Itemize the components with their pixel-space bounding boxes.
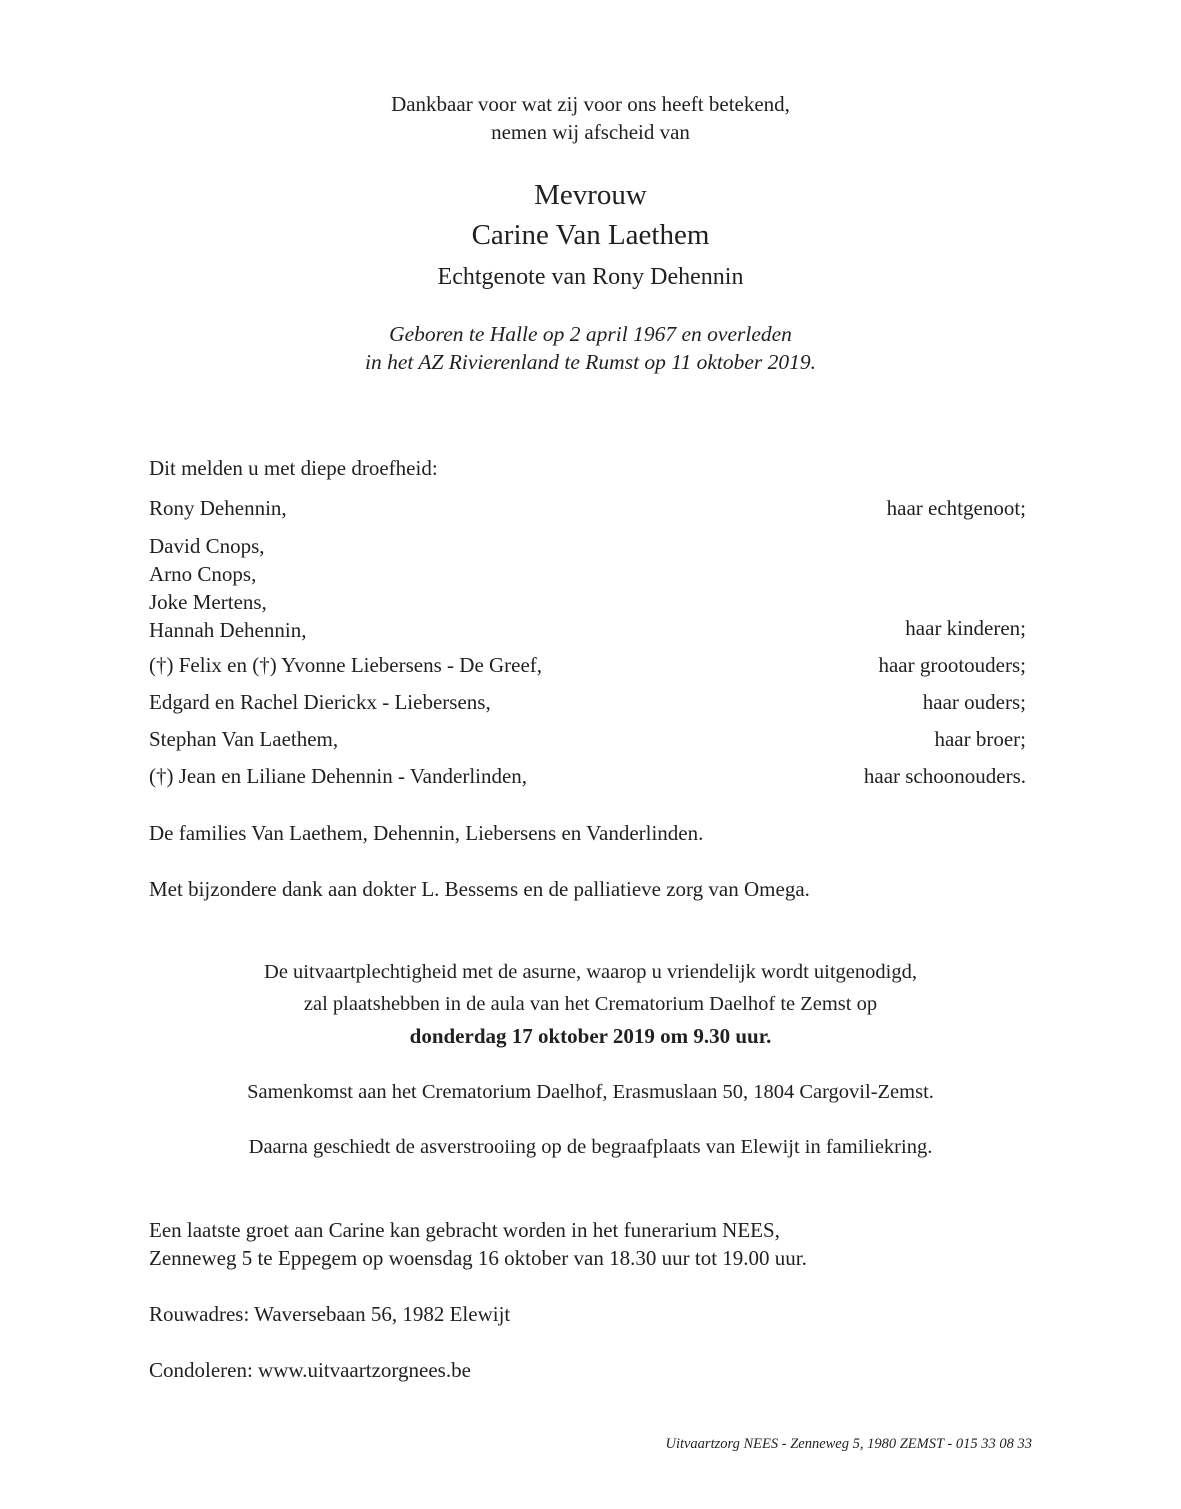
address-line: Rouwadres: Waversebaan 56, 1982 Elewijt: [149, 1302, 511, 1326]
child-name: David Cnops,: [149, 534, 265, 558]
deceased-name: Carine Van Laethem: [471, 219, 710, 251]
condolence-line: Condoleren: www.uitvaartzorgnees.be: [149, 1358, 471, 1382]
family-relation: haar grootouders;: [878, 653, 1026, 677]
families-line: De families Van Laethem, Dehennin, Liebersens en Vanderlinden.: [149, 821, 704, 845]
family-row-children: [149, 616, 1026, 644]
child-name: Arno Cnops,: [149, 562, 257, 586]
ceremony-line-1: De uitvaartplechtigheid met de asurne, waarop u vriendelijk wordt uitgenodigd,: [264, 961, 917, 983]
family-relation: haar ouders;: [922, 690, 1026, 714]
family-relation: haar broer;: [934, 727, 1026, 751]
announcement: Dit melden u met diepe droefheid:: [149, 456, 438, 480]
family-row-inlaws: [149, 764, 1026, 792]
gathering-line: Samenkomst aan het Crematorium Daelhof, Erasmuslaan 50, 1804 Cargovil-Zemst.: [247, 1081, 934, 1103]
visit-line-1: Een laatste groet aan Carine kan gebracht worden in het funerarium NEES,: [149, 1218, 780, 1242]
intro-line-1: Dankbaar voor wat zij voor ons heeft betekend,: [391, 92, 790, 116]
scattering-line: Daarna geschiedt de asverstrooiing op de begraafplaats van Elewijt in familiekring.: [248, 1136, 933, 1158]
child-name: Hannah Dehennin,: [149, 618, 307, 642]
ceremony-line-2: zal plaatshebben in de aula van het Crematorium Daelhof te Zemst op: [303, 993, 878, 1015]
family-name: Edgard en Rachel Dierickx - Liebersens,: [149, 690, 491, 714]
family-row-parents: [149, 690, 1026, 718]
family-name: (†) Jean en Liliane Dehennin - Vanderlinden,: [149, 764, 528, 788]
thanks-line: Met bijzondere dank aan dokter L. Bessems en de palliatieve zorg van Omega.: [149, 877, 810, 901]
deceased-salutation: Mevrouw: [534, 179, 647, 211]
family-relation: haar echtgenoot;: [886, 496, 1026, 520]
family-name: Rony Dehennin,: [149, 496, 287, 520]
family-name: (†) Felix en (†) Yvonne Liebersens - De Greef,: [149, 653, 543, 677]
footer-undertaker: Uitvaartzorg NEES - Zenneweg 5, 1980 ZEMST - 015 33 08 33: [665, 1436, 1032, 1452]
ceremony-date: donderdag 17 oktober 2019 om 9.30 uur.: [409, 1024, 772, 1048]
child-name: Joke Mertens,: [149, 590, 267, 614]
death-line: in het AZ Rivierenland te Rumst op 11 oktober 2019.: [364, 350, 817, 374]
family-row-grandparents: [149, 653, 1026, 681]
visit-line-2: Zenneweg 5 te Eppegem op woensdag 16 oktober van 18.30 uur tot 19.00 uur.: [149, 1246, 807, 1270]
family-name: Stephan Van Laethem,: [149, 727, 339, 751]
intro-line-2: nemen wij afscheid van: [491, 120, 690, 144]
family-row-spouse: [149, 496, 1026, 524]
family-relation: haar schoonouders.: [863, 764, 1026, 788]
family-row-brother: [149, 727, 1026, 755]
family-relation: haar kinderen;: [905, 616, 1026, 640]
deceased-spouse: Echtgenote van Rony Dehennin: [437, 264, 744, 290]
birth-line: Geboren te Halle op 2 april 1967 en overleden: [389, 322, 792, 346]
